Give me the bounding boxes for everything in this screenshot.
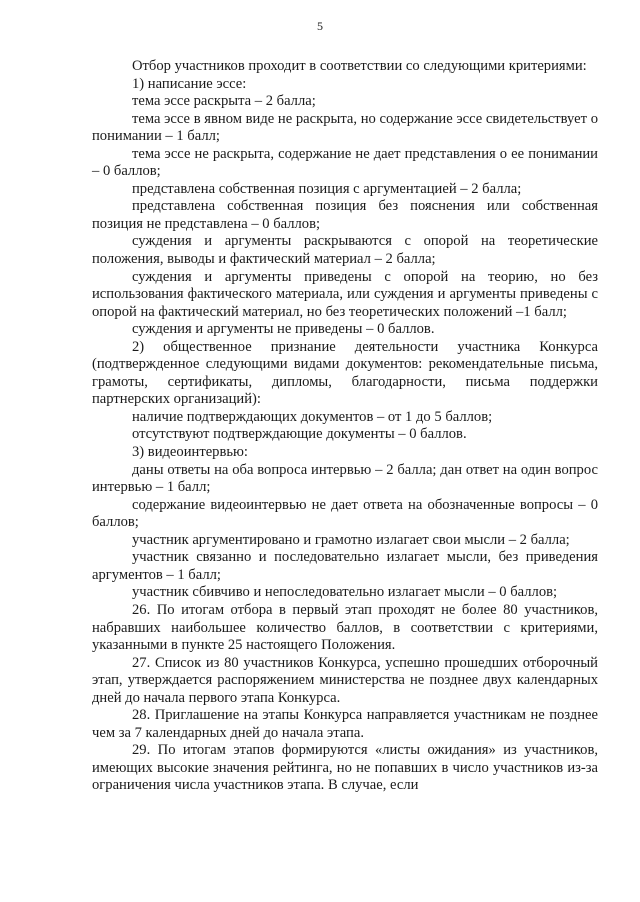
clause-26: 26. По итогам отбора в первый этап проходят не более 80 участников, набравших наибольшее количество баллов, в соответствии с критериями, указанными в пункте 25 настоящего Положения. [92, 601, 598, 654]
page-number: 5 [317, 19, 323, 33]
criterion-heading-video: 3) видеоинтервью: [132, 444, 248, 461]
criterion-item: даны ответы на оба вопроса интервью – 2 балла; дан ответ на один вопрос интервью – 1 балл; [92, 461, 598, 496]
clause-28: 28. Приглашение на этапы Конкурса направляется участникам не позднее чем за 7 календарных дней до начала этапа. [92, 707, 598, 741]
criterion-item: участник сбивчиво и непоследовательно излагает мысли – 0 баллов; [132, 584, 558, 601]
criterion-item: представлена собственная позиция с аргументацией – 2 балла; [132, 180, 522, 197]
criterion-item: участник связанно и последовательно излагает мысли, без приведения аргументов – 1 балл; [92, 549, 598, 583]
criterion-item: суждения и аргументы приведены с опорой на теорию, но без использования фактического материала, или суждения и аргументы приведены с опорой на фактический материал, но без теоретических положений –1 балл; [92, 268, 598, 320]
criterion-item: тема эссе раскрыта – 2 балла; [132, 93, 316, 110]
criterion-item: тема эссе в явном виде не раскрыта, но содержание эссе свидетельствует о понимании – 1 балл; [92, 110, 598, 145]
criterion-item: наличие подтверждающих документов – от 1 до 5 баллов; [132, 408, 493, 425]
document-body [92, 58, 598, 795]
clause-27: 27. Список из 80 участников Конкурса, успешно прошедших отборочный этап, утверждается распоряжением министерства не позднее двух календарных дней до начала первого этапа Конкурса. [92, 654, 598, 706]
criterion-item: суждения и аргументы не приведены – 0 баллов. [132, 321, 435, 338]
criterion-heading-recognition: 2) общественное признание деятельности участника Конкурса (подтвержденное следующими видами документов: рекомендательные письма, грамоты, сертификаты, дипломы, благодарности, письма поддержки партнерских организаций): [92, 338, 598, 408]
criterion-item: участник аргументировано и грамотно излагает свои мысли – 2 балла; [132, 531, 570, 548]
criterion-item: представлена собственная позиция без пояснения или собственная позиция не представлена – 0 баллов; [92, 198, 598, 232]
criterion-item: отсутствуют подтверждающие документы – 0 баллов. [132, 426, 467, 443]
paragraph-intro: Отбор участников проходит в соответствии со следующими критериями: [132, 58, 587, 74]
criterion-item: тема эссе не раскрыта, содержание не дает представления о ее понимании – 0 баллов; [92, 145, 598, 180]
criterion-item: содержание видеоинтервью не дает ответа на обозначенные вопросы – 0 баллов; [92, 496, 598, 531]
criterion-heading-essay: 1) написание эссе: [132, 75, 247, 92]
criterion-item: суждения и аргументы раскрываются с опорой на теоретические положения, выводы и фактический материал – 2 балла; [92, 233, 598, 268]
clause-29: 29. По итогам этапов формируются «листы ожидания» из участников, имеющих высокие значения рейтинга, но не попавших в число участников из-за ограничения числа участников этапа. В случае, если [92, 742, 598, 794]
